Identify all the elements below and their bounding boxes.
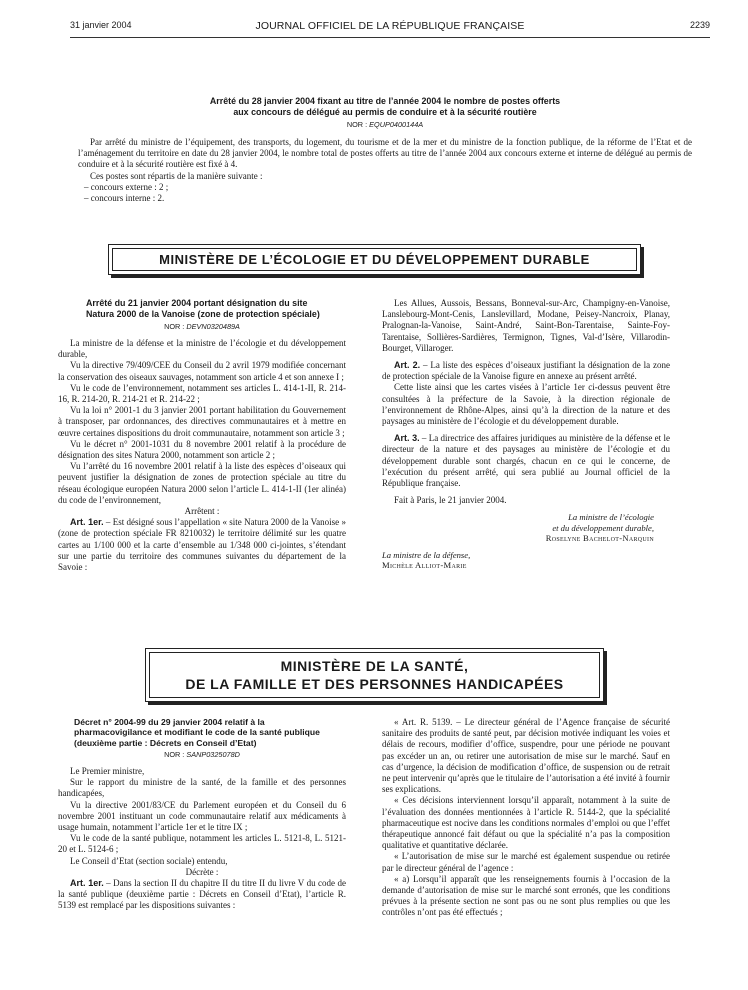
visa-paragraph: Vu la loi n° 2001-1 du 3 janvier 2001 portant habilitation du Gouvernement à transposer, par ordonnances, des directives communautaires et à mettre en œuvre certaines dispositions du droit communautaire, notamment son article 3 ;	[58, 405, 346, 438]
arrete-postes-section	[78, 96, 692, 204]
header-rule	[70, 37, 710, 38]
arrete-postes-nor	[78, 120, 692, 129]
fait-a-paris: Fait à Paris, le 21 janvier 2004.	[394, 495, 507, 506]
visa-paragraph: Vu l’arrêté du 16 novembre 2001 relatif à la liste des espèces d’oiseaux qui peuvent justifier la désignation de zones de protection spéciale au titre du réseau écologique européen Natura 2000 selon l’article L. 414-1-II (1er alinéa) du code de l’environnement,	[58, 461, 346, 505]
visa-paragraph: Vu le décret n° 2001-1031 du 8 novembre 2001 relatif à la procédure de désignation des sites Natura 2000, notamment son article 2 ;	[58, 438, 346, 461]
decret-article-1-label: Art. 1er.	[70, 877, 104, 888]
article-3-label: Art. 3.	[394, 433, 420, 444]
arrete-natura-left-column	[58, 298, 346, 573]
article-2	[382, 360, 670, 382]
ministry-sante-line2: DE LA FAMILLE ET DES PERSONNES HANDICAPÉES	[185, 676, 564, 692]
decrete-heading: Décrète :	[185, 866, 219, 877]
running-header	[70, 20, 710, 34]
signature-ecologie-title1: La ministre de l’écologie	[568, 512, 654, 523]
arrete-postes-repartition: Ces postes sont répartis de la manière suivante :	[90, 170, 263, 181]
decret-nor	[58, 750, 346, 759]
article-r5139-para4: « a) Lorsqu’il apparaît que les renseignements fournis à l’occasion de la demande d’autorisation de mise sur le marché sont erronés, que les conditions prévues à la présente section ne sont pas ou ne sont plus remplies ou que les contrôles n’ont pas été effectués ;	[382, 873, 670, 918]
article-2-label: Art. 2.	[394, 360, 421, 371]
arrete-natura-nor	[58, 322, 346, 331]
signature-ecologie	[382, 512, 670, 544]
decret-left-column	[58, 717, 346, 912]
ministry-sante-banner	[145, 648, 604, 702]
nor-code: DEVN0320489A	[186, 322, 240, 331]
decret-title: Décret n° 2004-99 du 29 janvier 2004 relatif à la pharmacovigilance et modifiant le code de la santé publique (deuxième partie : Décrets en Conseil d’Etat)	[74, 717, 320, 748]
visa-paragraph: Vu la directive 79/409/CEE du Conseil du 2 avril 1979 modifiée concernant la conservation des oiseaux sauvages, notamment son article 4 et son annexe I ;	[58, 360, 346, 382]
signature-defense	[382, 550, 670, 571]
list-item: – concours externe : 2 ;	[84, 181, 169, 192]
decret-article-1	[58, 878, 346, 912]
arretent-heading: Arrêtent :	[184, 506, 220, 517]
article-r5139-para2: « Ces décisions interviennent lorsqu’il apparaît, notamment à la suite de l’évaluation des données mentionnées à l’article R. 5144-2, que la spécialité pharmaceutique est nocive dans les conditions normales d’emploi ou que l’effet thérapeutique annoncé fait défaut ou que la spécialité n’a pas la composition qualitative et quantitative déclarée.	[382, 795, 670, 851]
decret-article-1-text: – Dans la section II du chapitre II du titre II du livre V du code de la santé publique (deuxième partie : Décrets en Conseil d’Etat), l’article R. 5139 est remplacé par les dispositions suivantes :	[58, 877, 346, 911]
visa-paragraph: Le Premier ministre,	[70, 765, 145, 776]
decret-right-column	[382, 717, 670, 919]
arrete-natura-right-column	[382, 298, 670, 571]
visa-paragraph: Sur le rapport du ministre de la santé, de la famille et des personnes handicapées,	[58, 777, 346, 799]
signature-defense-name: Michèle Alliot-Marie	[382, 560, 467, 571]
article-2-consultation: Cette liste ainsi que les cartes visées à l’article 1er ci-dessus peuvent être consultées à la préfecture de la Savoie, à la direction régionale de l’environnement de Rhône-Alpes, ainsi qu’à la direction de la nature et des paysages au ministère de l’écologie et du développement durable.	[382, 382, 670, 427]
journal-title: JOURNAL OFFICIEL DE LA RÉPUBLIQUE FRANÇAISE	[255, 20, 525, 32]
article-3-text: – La directrice des affaires juridiques au ministère de la défense et le directeur de la nature et des paysages au ministère de l’écologie et du développement durable sont chargés, chacun en ce qui le concerne, de l’exécution du présent arrêté, qui sera publié au Journal officiel de la République française.	[382, 433, 670, 489]
ministry-ecologie-title: MINISTÈRE DE L’ÉCOLOGIE ET DU DÉVELOPPEMENT DURABLE	[112, 248, 637, 271]
article-1-label: Art. 1er.	[70, 517, 104, 528]
page-number: 2239	[689, 20, 710, 30]
signature-defense-title: La ministre de la défense,	[382, 549, 471, 560]
communes-list: Les Allues, Aussois, Bessans, Bonneval-sur-Arc, Champigny-en-Vanoise, Lanslebourg-Mont-Cenis, Lanslevillard, Modane, Peisey-Nancroix, Planay, Pralognan-la-Vanoise, Saint-André, Saint-Bon-Tarentaise, Sainte-Foy-Tarentaise, Sollières-Sardières, Termignon, Tignes, Val-d’Isère, Villarodin-Bourget, Villaroger.	[382, 298, 670, 353]
page-date: 31 janvier 2004	[70, 20, 132, 30]
visa-paragraph: Vu la directive 2001/83/CE du Parlement européen et du Conseil du 6 novembre 2001 instituant un code communautaire relatif aux médicaments à usage humain, notamment l’article 1er et le titre IX ;	[58, 799, 346, 832]
ministry-sante-line1: MINISTÈRE DE LA SANTÉ,	[280, 658, 469, 674]
arrete-postes-paragraph: Par arrêté du ministre de l’équipement, des transports, du logement, du tourisme et de la mer et du ministre de la fonction publique, de la réforme de l’Etat et de l’aménagement du territoire en date du 28 janvier 2004, le nombre total de postes offerts au titre de l’année 2004 aux concours externe et interne de délégué au permis de conduire et à la sécurité routière est fixé à 4.	[78, 137, 692, 170]
visa-paragraph: Vu le code de la santé publique, notamment les articles L. 5121-8, L. 5121-20 et L. 5124-6 ;	[58, 833, 346, 855]
article-2-text: – La liste des espèces d’oiseaux justifiant la désignation de la zone de protection spéciale de la Vanoise figure en annexe au présent arrêté.	[382, 360, 670, 382]
arrete-natura-title: Arrêté du 21 janvier 2004 portant désignation du site Natura 2000 de la Vanoise (zone de protection spéciale)	[86, 298, 320, 319]
nor-label: NOR :	[346, 120, 368, 129]
arrete-postes-title-line2: aux concours de délégué au permis de conduire et à la sécurité routière	[233, 107, 537, 117]
nor-code: EQUP0400144A	[369, 120, 424, 129]
visa-paragraph: Le Conseil d’Etat (section sociale) entendu,	[70, 855, 228, 866]
article-r5139-para3: « L’autorisation de mise sur le marché est également suspendue ou retirée par le directeur général de l’agence :	[382, 851, 670, 873]
nor-label: NOR :	[164, 322, 185, 331]
article-1	[58, 517, 346, 573]
visa-paragraph: Vu le code de l’environnement, notamment ses articles L. 414-1-II, R. 214-16, R. 214-20, R. 214-21 et R. 214-22 ;	[58, 382, 346, 405]
article-3	[382, 433, 670, 489]
article-r5139: « Art. R. 5139. – Le directeur général de l’Agence française de sécurité sanitaire des produits de santé peut, par décision motivée indiquant les voies et délais de recours, modifier d’office, suspendre, pour une période ne pouvant pas excéder un an, ou retirer une autorisation de mise sur le marché. Sauf en cas d’urgence, la décision de modification d’office, de suspension ou de retrait ne peut intervenir qu’après que le titulaire de l’autorisation a été invité à fournir ses explications.	[382, 717, 670, 795]
list-item: – concours interne : 2.	[84, 193, 165, 204]
ministry-ecologie-banner	[108, 244, 641, 275]
ministry-sante-title	[149, 652, 600, 698]
signature-ecologie-title2: et du développement durable,	[552, 522, 654, 533]
signature-ecologie-name: Roselyne Bachelot-Narquin	[545, 533, 654, 544]
nor-code: SANP0325078D	[186, 749, 240, 759]
arrete-postes-title-line1: Arrêté du 28 janvier 2004 fixant au titre de l’année 2004 le nombre de postes offerts	[209, 96, 561, 106]
nor-label: NOR :	[164, 749, 185, 759]
visa-paragraph: La ministre de la défense et la ministre de l’écologie et du développement durable,	[58, 338, 346, 360]
article-1-text: – Est désigné sous l’appellation « site Natura 2000 de la Vanoise » (zone de protection spéciale FR 8210032) le territoire délimité sur les quatre cartes au 1/100 000 et la carte d’ensemble au 1/348 000 ci-jointes, s’étendant sur une partie du territoire des communes suivantes du département de la Savoie :	[58, 517, 346, 573]
